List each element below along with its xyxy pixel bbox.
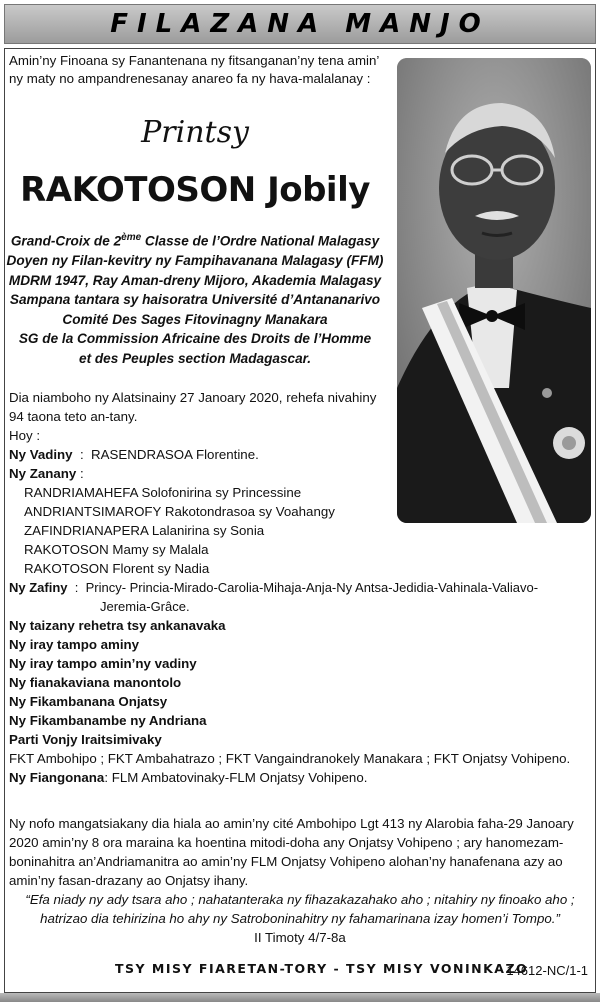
children-label: Ny Zanany — [9, 466, 77, 481]
relative-group: Parti Vonjy Iraitsimivaky — [9, 732, 162, 747]
relative-group: Ny iray tampo amin’ny vadiny — [9, 656, 197, 671]
funeral-line: boninahitra an’Andriamanitra ao amin’ny FLM Onjatsy Vohipeno alohan’ny hanafenana azy ao — [9, 854, 563, 869]
relative-group: Ny Fikambanambe ny Andriana — [9, 713, 207, 728]
child-item: ANDRIANTSIMAROFY Rakotondrasoa sy Voahangy — [24, 504, 335, 519]
bottom-bar — [0, 993, 600, 1002]
deceased-titles — [0, 228, 390, 368]
quote-line: hatrizao dia tehirizina ho ahy ny Satroboninahitry ny fahamarinana izay homen’i Tompo.” — [40, 911, 560, 926]
spouse-line — [9, 445, 394, 464]
child-item: RANDRIAMAHEFA Solofonirina sy Princessine — [24, 485, 302, 500]
fokontany-line: FKT Ambohipo ; FKT Ambahatrazo ; FKT Vangaindranokely Manakara ; FKT Onjatsy Vohipeno. — [9, 751, 571, 766]
ad-code: 14612-NC/1-1 — [506, 963, 588, 978]
church-line — [9, 768, 594, 787]
intro-line: Amin’ny Finoana sy Fanantenana ny fitsanganan’ny tena amin’ — [9, 53, 380, 68]
separator: : — [67, 580, 86, 595]
title-line: Sampana tantara sy haisoratra Université d’Antananarivo — [9, 292, 381, 308]
children-label-line — [9, 464, 394, 483]
grandchildren-names: Jeremia-Grâce. — [100, 599, 190, 614]
relative-group: Ny iray tampo aminy — [9, 637, 140, 652]
family-list — [9, 578, 594, 787]
death-line: Dia niamboho ny Alatsinainy 27 Janoary 2020, rehefa nivahiny — [9, 390, 377, 405]
portrait-illustration — [397, 58, 591, 523]
title-text: Grand-Croix de 2 — [10, 233, 122, 249]
title-line: MDRM 1947, Ray Aman-dreny Mijoro, Akademia Malagasy — [8, 272, 382, 288]
title-superscript: ème — [121, 232, 142, 243]
title-line: et des Peuples section Madagascar. — [79, 350, 311, 366]
relative-group: Ny fianakaviana manontolo — [9, 675, 182, 690]
relative-group: Ny taizany rehetra tsy ankanavaka — [9, 618, 226, 633]
bible-quote — [9, 890, 591, 928]
honorific-prefix: Printsy — [141, 115, 249, 150]
header-title: FILAZANA MANJO — [110, 9, 490, 39]
funeral-line: Ny nofo mangatsiakany dia hiala ao amin’ny cité Ambohipo Lgt 413 ny Alarobia faha-29 Janoary — [9, 816, 574, 831]
church-names: : FLM Ambatovinaky-FLM Onjatsy Vohipeno. — [104, 770, 368, 785]
spouse-label: Ny Vadiny — [9, 447, 73, 462]
funeral-details — [9, 814, 594, 890]
bible-reference: II Timoty 4/7-8a — [254, 930, 346, 945]
grandchildren-line — [9, 578, 594, 597]
spouse-name: RASENDRASOA Florentine. — [91, 447, 259, 462]
title-line — [0, 228, 390, 251]
title-line: Doyen ny Filan-kevitry ny Fampihavanana Malagasy (FFM) — [6, 253, 384, 269]
relative-group: Ny Fikambanana Onjatsy — [9, 694, 168, 709]
hoy-label: Hoy : — [9, 428, 41, 443]
title-line: SG de la Commission Africaine des Droits de l’Homme — [18, 331, 372, 347]
announcement-header — [4, 4, 596, 44]
child-item: RAKOTOSON Florent sy Nadia — [24, 561, 210, 576]
child-item: RAKOTOSON Mamy sy Malala — [24, 542, 209, 557]
quote-line: “Efa niady ny ady tsara aho ; nahatanteraka ny fihazakazahako aho ; nitahiry ny finoako aho ; — [25, 892, 575, 907]
deceased-name: RAKOTOSON Jobily — [20, 170, 370, 210]
intro-text — [9, 52, 389, 88]
separator: : — [72, 447, 92, 462]
funeral-line: amin’ny fasan-drazany ao Onjatsy ihany. — [9, 873, 249, 888]
intro-line: ny maty no ampandrenesanay anareo fa ny hava-malalanay : — [9, 71, 371, 86]
closing-note: TSY MISY FIARETAN-TORY - TSY MISY VONINKAZO — [115, 961, 529, 976]
title-text: Classe de l’Ordre National Malagasy — [141, 233, 380, 249]
title-line: Comité Des Sages Fitovinagny Manakara — [62, 311, 328, 327]
death-line: 94 taona teto an-tany. — [9, 409, 138, 424]
grandchildren-label: Ny Zafiny — [9, 580, 68, 595]
child-item: ZAFINDRIANAPERA Lalanirina sy Sonia — [24, 523, 265, 538]
portrait-photo — [397, 58, 591, 523]
grandchildren-names: Princy- Princia-Mirado-Carolia-Mihaja-Anja-Ny Antsa-Jedidia-Vahinala-Valiavo- — [85, 580, 539, 595]
separator: : — [76, 466, 84, 481]
death-notice — [9, 388, 394, 578]
funeral-line: 2020 amin’ny 8 ora maraina ka hoentina mitodi-doha any Onjatsy Vohipeno ; ary hanomezam- — [9, 835, 564, 850]
church-label: Ny Fiangonana — [9, 770, 105, 785]
